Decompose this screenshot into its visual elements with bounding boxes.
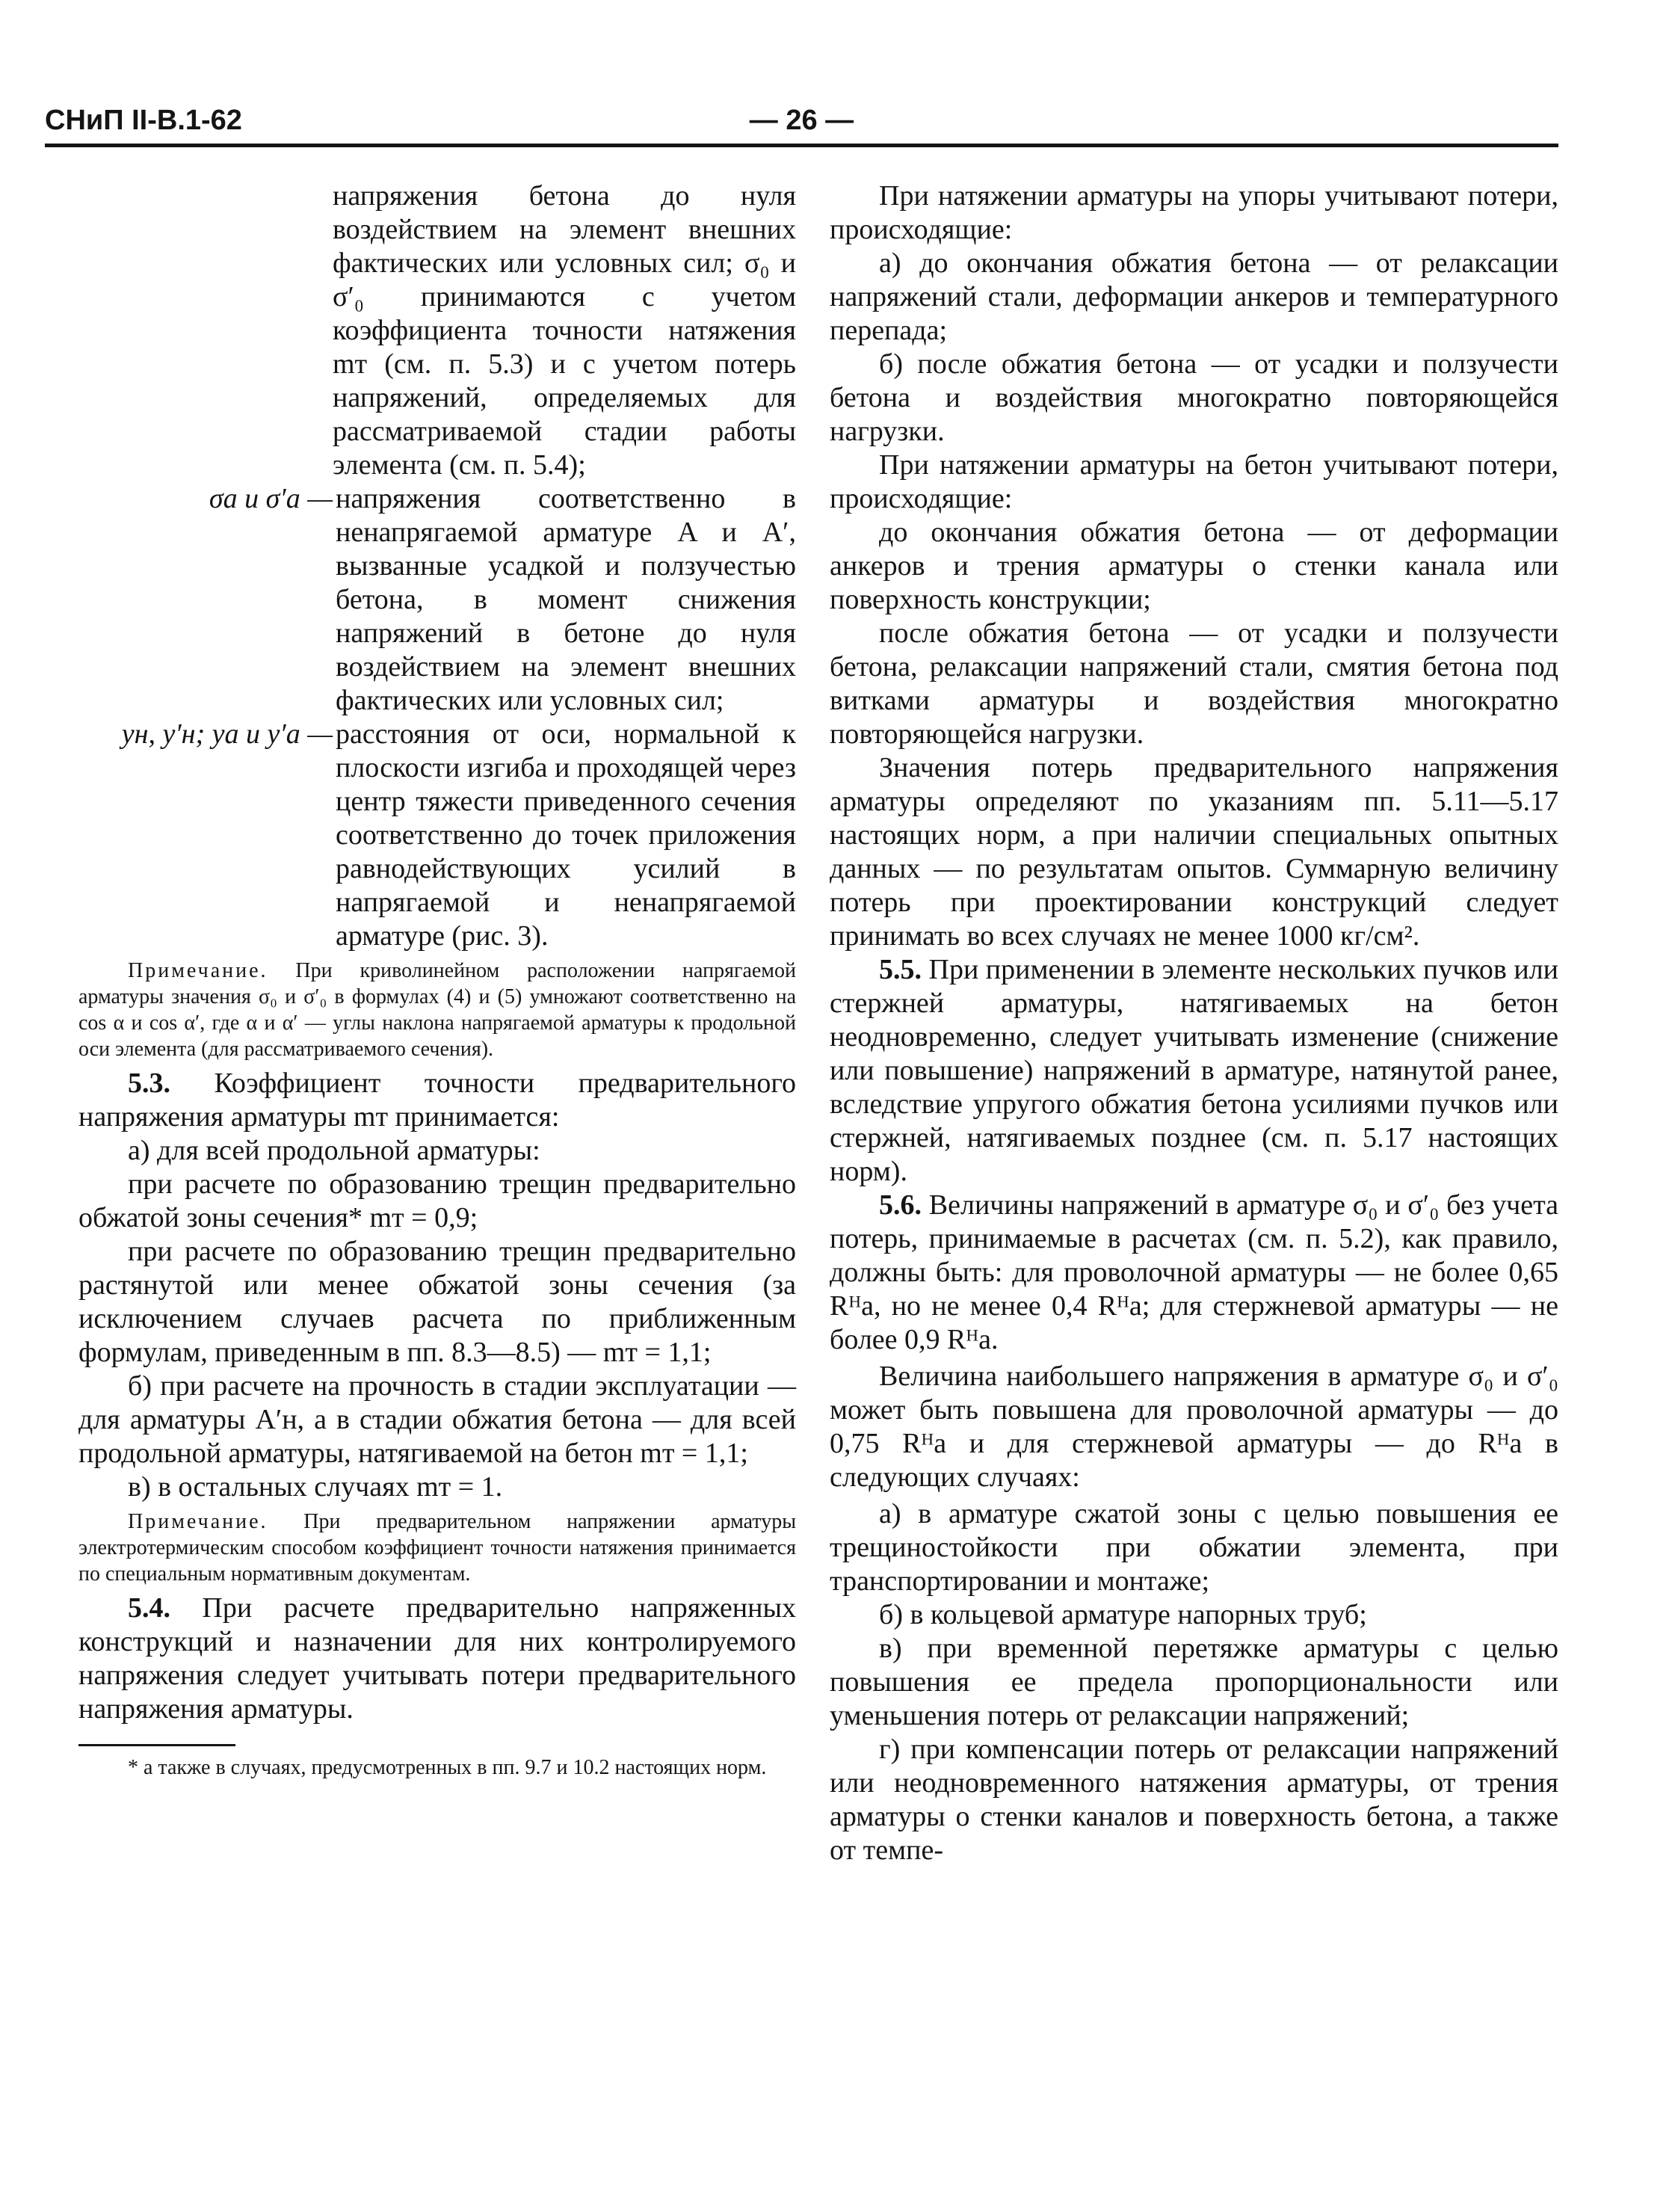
paragraph: б) в кольцевой арматуре напорных труб;: [879, 1599, 1367, 1630]
paragraph: Величина наибольшего напряжения в арматуре σ₀ и σ′₀ может быть повышена для проволочной арматуры — до 0,75 Rᴴа и для стержневой арматуры — до Rᴴа в следующих случаях:: [830, 1361, 1558, 1493]
note-text: При криволинейном расположении напрягаемой арматуры значения σ₀ и σ′₀ в формулах (4) и (5) умножают соответственно на cos α и cos α′, где α и α′ — углы наклона напрягаемой арматуры к продольной оси элемента (для рассматриваемого сечения).: [78, 959, 797, 1061]
section-5-5: [830, 953, 1558, 1189]
paragraph: Значения потерь предварительного напряжения арматуры определяют по указаниям пп. 5.11—5.17 настоящих норм, а при наличии специальных опытных данных — по результатам опытов. Суммарную величину потерь при проектировании конструкций следует принимать во всех случаях не менее 1000 кг/см².: [830, 752, 1558, 952]
note-2: [78, 1509, 796, 1587]
paragraph: при расчете по образованию трещин предварительно обжатой зоны сечения* mт = 0,9;: [78, 1168, 796, 1233]
paragraph: а) для всей продольной арматуры:: [128, 1135, 540, 1166]
paragraph: в) в остальных случаях mт = 1.: [128, 1471, 503, 1503]
definition-symbol: σа и σ′а —: [209, 483, 333, 514]
note-label: Примечание.: [128, 1510, 268, 1533]
section-text: Коэффициент точности предварительного напряжения арматуры mт принимается:: [78, 1068, 796, 1133]
section-number: 5.4.: [128, 1592, 170, 1624]
definition-symbol: yн, y′н; yа и y′а —: [121, 718, 333, 750]
section-text: При применении в элементе нескольких пучков или стержней арматуры, натягиваемых на бетон неодновременно, следует учитывать изменение (снижение или повышение) напряжений в арматуре, натянутой ранее, вследствие упругого обжатия бетона усилиями пучков или стержней, натягиваемых позднее (см. п. 5.17 настоящих норм).: [830, 954, 1558, 1187]
definition-intro: [78, 179, 796, 482]
paragraph: б) при расчете на прочность в стадии эксплуатации — для арматуры A′н, а в стадии обжатия бетона — для всей продольной арматуры, натягиваемой на бетон mт = 1,1;: [78, 1370, 796, 1469]
note-label: Примечание.: [128, 959, 268, 982]
right-column: [830, 179, 1558, 1867]
section-number: 5.6.: [879, 1189, 922, 1221]
left-column: [78, 179, 796, 1781]
page-header: [45, 105, 1558, 148]
paragraph: при расчете по образованию трещин предварительно растянутой или менее обжатой зоны сечения (за исключением случаев расчета по приближенным формулам, приведенным в пп. 8.3—8.5) — mт = 1,1;: [78, 1236, 796, 1368]
paragraph: а) в арматуре сжатой зоны с целью повышения ее трещиностойкости при обжатии элемента, при транспортировании и монтаже;: [830, 1498, 1558, 1597]
section-number: 5.5.: [879, 954, 922, 985]
definition-sigma-a: [78, 482, 796, 718]
page-number: — 26 —: [749, 105, 854, 136]
paragraph: При натяжении арматуры на упоры учитывают потери, происходящие:: [830, 180, 1558, 245]
document-code: СНиП II-В.1-62: [45, 105, 242, 136]
section-text: При расчете предварительно напряженных конструкций и назначении для них контролируемого напряжения следует учитывать потери предварительного напряжения арматуры.: [78, 1592, 796, 1725]
section-5-3: [78, 1067, 796, 1134]
section-text: Величины напряжений в арматуре σ₀ и σ′₀ без учета потерь, принимаемые в расчетах (см. п. 5.2), как правило, должны быть: для проволочной арматуры — не более 0,65 Rᴴа, но не менее 0,4 Rᴴа; для стержневой арматуры — не более 0,9 Rᴴа.: [830, 1189, 1559, 1355]
note-text: При предварительном напряжении арматуры электротермическим способом коэффициент точности натяжения принимается по специальным нормативным документам.: [78, 1510, 796, 1586]
definition-text: расстояния от оси, нормальной к плоскости изгиба и проходящей через центр тяжести приведенного сечения соответственно до точек приложения равнодействующих усилий в напрягаемой и ненапрягаемой арматуре (рис. 3).: [336, 718, 796, 952]
footnote-rule: [78, 1744, 235, 1746]
paragraph: до окончания обжатия бетона — от деформации анкеров и трения арматуры о стенки канала или поверхность конструкции;: [830, 517, 1558, 615]
paragraph: г) при компенсации потерь от релаксации напряжений или неодновременного натяжения арматуры, от трения арматуры о стенки каналов и поверхность бетона, а также от темпе-: [830, 1734, 1558, 1866]
paragraph: а) до окончания обжатия бетона — от релаксации напряжений стали, деформации анкеров и температурного перепада;: [830, 247, 1558, 346]
definition-text: напряжения соответственно в ненапрягаемой арматуре A и A′, вызванные усадкой и ползучестью бетона, в момент снижения напряжений в бетоне до нуля воздействием на элемент внешних фактических или условных сил;: [336, 483, 796, 716]
paragraph: после обжатия бетона — от усадки и ползучести бетона, релаксации напряжений стали, смятия бетона под витками арматуры и воздействия многократно повторяющейся нагрузки.: [830, 617, 1558, 750]
note-1: [78, 958, 796, 1062]
header-rule: [45, 144, 1558, 147]
section-5-6: [830, 1189, 1558, 1357]
paragraph: в) при временной перетяжке арматуры с целью повышения ее предела пропорциональности или уменьшения потерь от релаксации напряжений;: [830, 1633, 1558, 1731]
paragraph: б) после обжатия бетона — от усадки и ползучести бетона и воздействия многократно повторяющейся нагрузки.: [830, 348, 1558, 447]
section-number: 5.3.: [128, 1068, 170, 1099]
paragraph: При натяжении арматуры на бетон учитывают потери, происходящие:: [830, 449, 1558, 514]
footnote: * а также в случаях, предусмотренных в пп. 9.7 и 10.2 настоящих норм.: [128, 1756, 767, 1779]
definition-y: [78, 718, 796, 953]
definition-text: напряжения бетона до нуля воздействием на элемент внешних фактических или условных сил; σ₀ и σ′₀ принимаются с учетом коэффициента точности натяжения mт (см. п. 5.3) и с учетом потерь напряжений, определяемых для рассматриваемой стадии работы элемента (см. п. 5.4);: [333, 180, 796, 481]
section-5-4: [78, 1592, 796, 1726]
